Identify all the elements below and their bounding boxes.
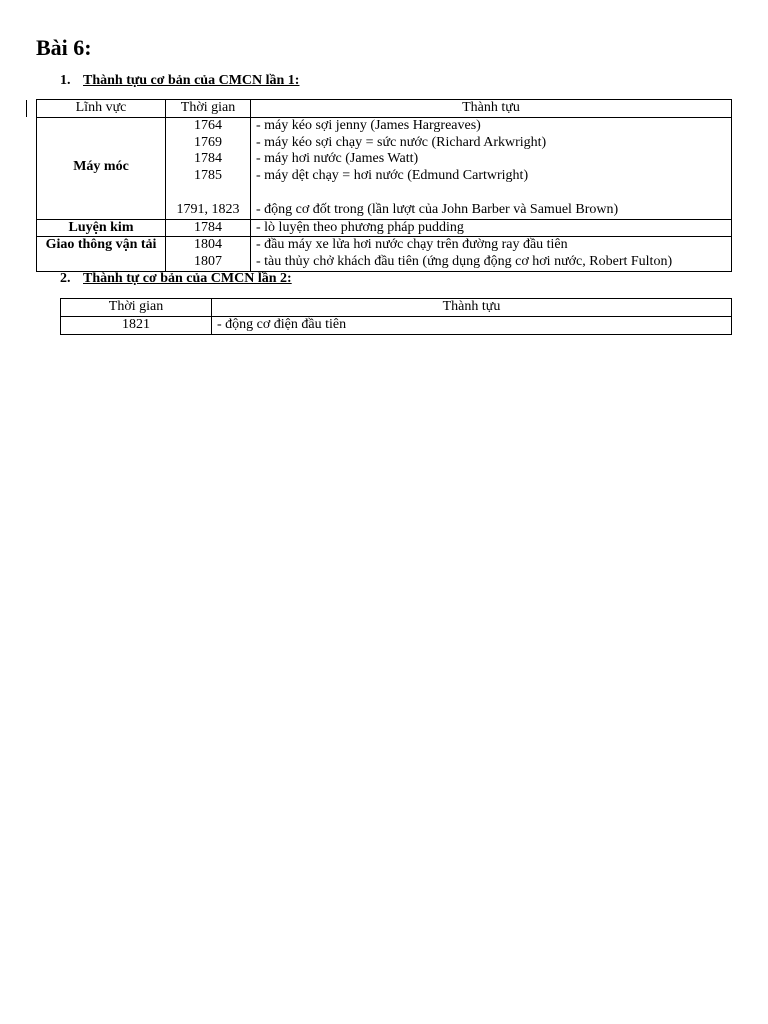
field-transport: Giao thông vận tải xyxy=(37,237,166,272)
table-row xyxy=(61,316,732,334)
time-cell-empty xyxy=(168,185,248,202)
section-2-title: Thành tự cơ bản của CMCN lần 2: xyxy=(83,271,292,286)
times-machinery xyxy=(166,117,251,219)
header-achievement: Thành tựu xyxy=(212,299,732,317)
time-cell: 1807 xyxy=(194,254,222,270)
header-time: Thời gian xyxy=(61,299,212,317)
achievements-metallurgy xyxy=(251,219,732,237)
achievements-table-2 xyxy=(60,298,732,335)
time-cell: 1804 xyxy=(194,237,222,253)
achievement-item: - máy dệt chạy = hơi nước (Edmund Cartwright) xyxy=(256,168,529,184)
achievements-transport xyxy=(251,237,732,272)
field-metallurgy: Luyện kim xyxy=(37,219,166,237)
header-field: Lĩnh vực xyxy=(37,100,166,118)
table-header-row xyxy=(61,299,732,317)
section-1-number: 1. xyxy=(60,73,71,88)
time-cell: 1764 xyxy=(194,117,222,133)
time-cell: 1785 xyxy=(194,168,222,184)
section-2-heading xyxy=(60,270,292,287)
achievement-item: - máy kéo sợi jenny (James Hargreaves) xyxy=(256,117,481,133)
times-metallurgy xyxy=(166,219,251,237)
time-cell: 1769 xyxy=(194,134,222,150)
section-2-number: 2. xyxy=(60,271,71,286)
achievement-item: - động cơ điện đầu tiên xyxy=(212,316,732,334)
time-cell: 1821 xyxy=(61,316,212,334)
table-row-metallurgy xyxy=(37,219,732,237)
table-row-transport xyxy=(37,237,732,272)
section-1-title: Thành tựu cơ bản của CMCN lần 1: xyxy=(83,73,300,88)
time-cell: 1784 xyxy=(194,219,222,235)
header-time: Thời gian xyxy=(166,100,251,118)
header-achievement: Thành tựu xyxy=(251,100,732,118)
section-1-heading xyxy=(60,72,299,89)
achievement-item: - tàu thủy chở khách đầu tiên (ứng dụng động cơ hơi nước, Robert Fulton) xyxy=(256,254,673,270)
page-title: Bài 6: xyxy=(36,35,92,60)
times-transport xyxy=(166,237,251,272)
table-header-row xyxy=(37,100,732,118)
achievement-item: - lò luyện theo phương pháp pudding xyxy=(256,219,464,235)
achievement-item: - máy hơi nước (James Watt) xyxy=(256,151,419,167)
achievements-machinery xyxy=(251,117,732,219)
time-cell: 1791, 1823 xyxy=(176,201,240,217)
achievement-item: - động cơ đốt trong (lần lượt của John Barber và Samuel Brown) xyxy=(256,201,619,217)
text-cursor xyxy=(26,100,27,117)
achievement-item-empty xyxy=(256,185,726,202)
achievement-item: - đầu máy xe lửa hơi nước chạy trên đường ray đầu tiên xyxy=(256,237,568,253)
field-machinery: Máy móc xyxy=(37,117,166,219)
table-row-machinery xyxy=(37,117,732,219)
time-cell: 1784 xyxy=(194,151,222,167)
achievement-item: - máy kéo sợi chạy = sức nước (Richard Arkwright) xyxy=(256,134,547,150)
achievements-table-1 xyxy=(36,99,732,272)
